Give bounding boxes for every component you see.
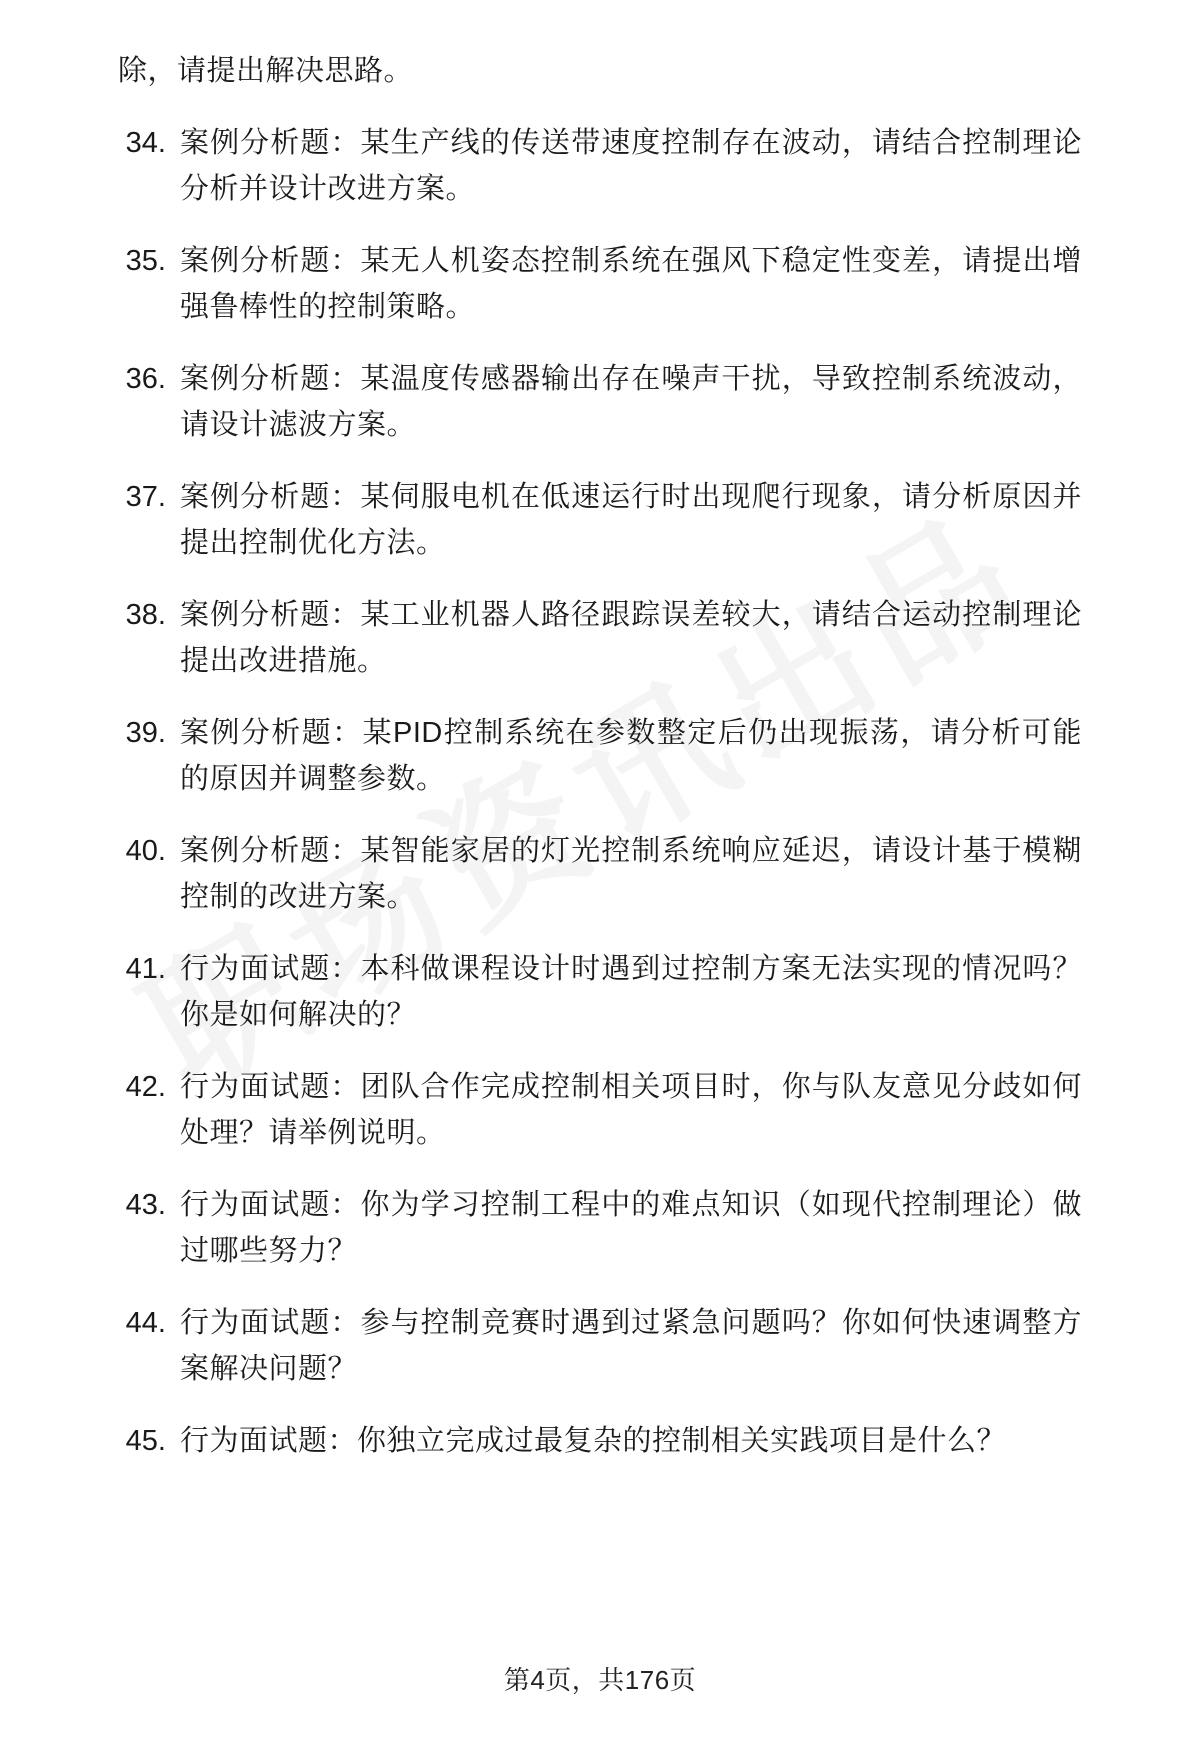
question-number: 38. [125, 599, 166, 631]
question-item [118, 1300, 1082, 1392]
question-text: 案例分析题：某温度传感器输出存在噪声干扰，导致控制系统波动，请设计滤波方案。 [180, 363, 1082, 441]
question-number: 34. [125, 127, 166, 159]
question-number: 42. [125, 1071, 166, 1103]
question-number: 43. [125, 1189, 166, 1221]
question-text: 行为面试题：你独立完成过最复杂的控制相关实践项目是什么？ [180, 1425, 1007, 1457]
question-number: 44. [125, 1307, 166, 1339]
question-text: 行为面试题：参与控制竞赛时遇到过紧急问题吗？你如何快速调整方案解决问题？ [180, 1307, 1082, 1385]
question-item [118, 946, 1082, 1038]
question-item [118, 592, 1082, 684]
question-text: 行为面试题：本科做课程设计时遇到过控制方案无法实现的情况吗？你是如何解决的？ [180, 953, 1082, 1031]
question-item [118, 356, 1082, 448]
question-item [118, 1418, 1082, 1464]
question-text: 案例分析题：某无人机姿态控制系统在强风下稳定性变差，请提出增强鲁棒性的控制策略。 [180, 245, 1082, 323]
question-text: 案例分析题：某PID控制系统在参数整定后仍出现振荡，请分析可能的原因并调整参数。 [180, 717, 1082, 795]
question-text: 行为面试题：你为学习控制工程中的难点知识（如现代控制理论）做过哪些努力？ [180, 1189, 1082, 1267]
question-item [118, 120, 1082, 212]
page-footer: 第4页，共176页 [503, 1665, 697, 1695]
question-text: 行为面试题：团队合作完成控制相关项目时，你与队友意见分歧如何处理？请举例说明。 [180, 1071, 1082, 1149]
question-text: 案例分析题：某工业机器人路径跟踪误差较大，请结合运动控制理论提出改进措施。 [180, 599, 1082, 677]
page-content [118, 48, 1082, 1464]
question-text: 案例分析题：某生产线的传送带速度控制存在波动，请结合控制理论分析并设计改进方案。 [180, 127, 1082, 205]
question-item [118, 474, 1082, 566]
question-number: 45. [125, 1425, 166, 1457]
question-number: 39. [125, 717, 166, 749]
question-number: 37. [125, 481, 166, 513]
question-text: 案例分析题：某伺服电机在低速运行时出现爬行现象，请分析原因并提出控制优化方法。 [180, 481, 1082, 559]
question-item [118, 1182, 1082, 1274]
question-item [118, 1064, 1082, 1156]
question-item [118, 710, 1082, 802]
question-item [118, 828, 1082, 920]
carryover-paragraph: 除，请提出解决思路。 [118, 55, 414, 87]
question-number: 36. [125, 363, 166, 395]
question-number: 41. [125, 953, 166, 985]
question-item [118, 238, 1082, 330]
question-text: 案例分析题：某智能家居的灯光控制系统响应延迟，请设计基于模糊控制的改进方案。 [180, 835, 1082, 913]
question-number: 35. [125, 245, 166, 277]
question-number: 40. [125, 835, 166, 867]
